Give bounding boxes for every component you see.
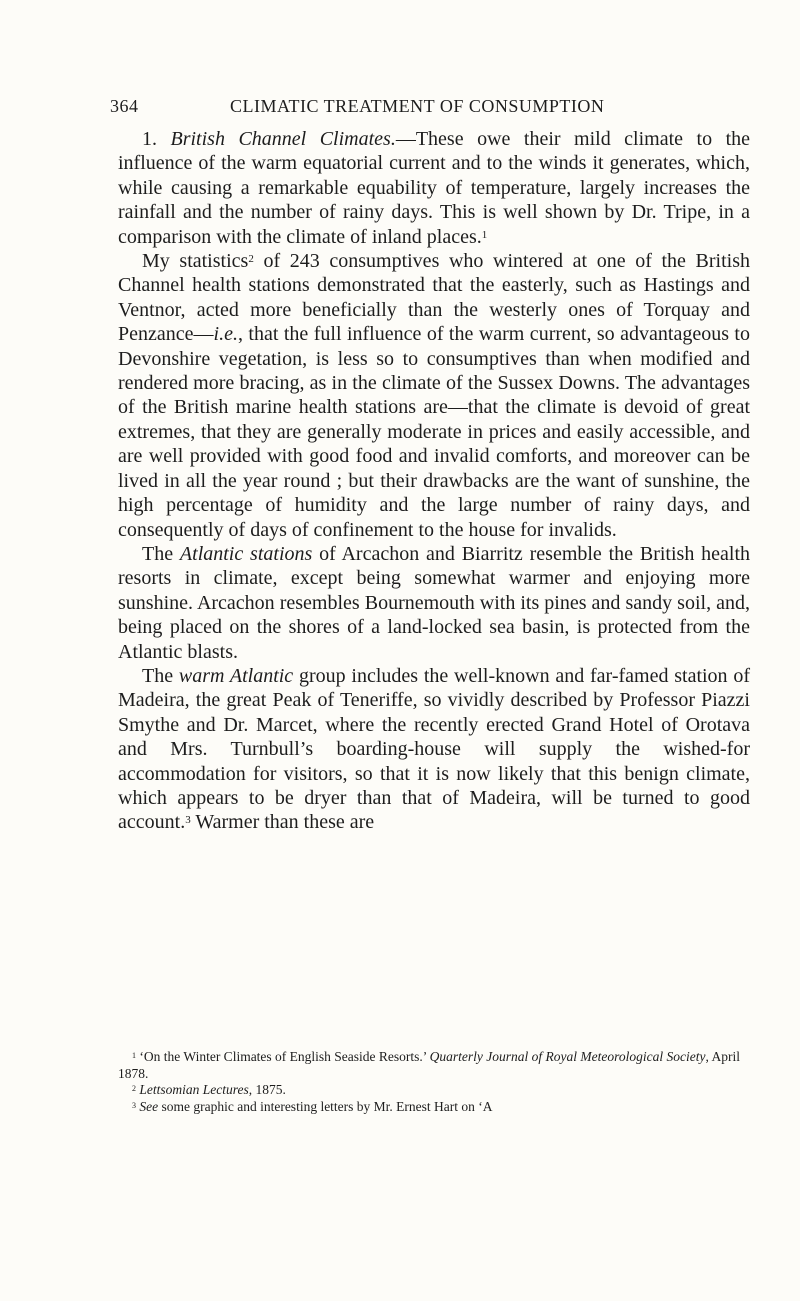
paragraph-text: My statistics	[142, 250, 249, 273]
italic-abbrev: i.e.	[213, 323, 238, 346]
paragraph-warm-atlantic	[118, 664, 750, 835]
paragraph-text: group includes the well-known and far-famed station of Madeira, the great Peak of Teneriffe, so vividly described by Professor Piazzi Smythe and Dr. Marcet, where the recently erected Grand Hotel of Orotava and Mrs. Turnbull’s boarding-house will supply the wished-for accommodation for visitors, so that it is now likely that this benign climate, which appears to be dryer than that of Madeira, will be turned to good account.	[118, 664, 751, 834]
paragraph-atlantic-stations	[118, 542, 750, 664]
footnote-text: some graphic and interesting letters by Mr. Ernest Hart on ‘A	[158, 1098, 493, 1114]
page-number: 364	[110, 96, 139, 116]
footnote-ref: 3	[185, 814, 191, 827]
running-title: CLIMATIC TREATMENT OF CONSUMPTION	[230, 96, 605, 116]
paragraph-british-channel	[118, 127, 750, 249]
section-number: 1.	[142, 128, 157, 150]
paragraph-text: —These owe their mild climate to the influence of the warm equatorial current and to the winds it generates, which, while causing a remarkable equability of temperature, largely increases the rainfall and the number of rainy days. This is well shown by Dr. Tripe, in a comparison with the climate of inland places.	[118, 128, 751, 248]
footnote-2	[118, 1082, 750, 1099]
paragraph-text: of Arcachon and Biarritz resemble the British health resorts in climate, except being somewhat warmer and enjoying more sunshine. Arcachon resembles Bournemouth with its pines and sandy soil, and, being placed on the shores of a land-locked sea basin, is protected from the Atlantic blasts.	[118, 542, 751, 663]
paragraph-text: The	[142, 542, 180, 565]
paragraph-text: Warmer than these are	[190, 811, 375, 834]
footnote-ref: 1	[481, 228, 488, 241]
footnote-ref: 2	[248, 253, 254, 266]
paragraph-text: of 243 consumptives who wintered at one of the British Channel health stations demonstrated that the easterly, such as Hastings and Ventnor, acted more beneficially than the westerly ones of Torquay and Penzance—	[118, 250, 751, 346]
italic-term: Atlantic stations	[179, 542, 313, 565]
footnote-mark: 1	[132, 1051, 136, 1060]
footnote-italic: Quarterly Journal of Royal Meteorological Society	[429, 1049, 706, 1064]
paragraph-text: The	[142, 664, 179, 687]
footnote-3	[118, 1099, 750, 1116]
footnote-text: , April 1878.	[118, 1049, 740, 1081]
paragraph-text: , that the full influence of the warm current, so advantageous to Devonshire vegetation, is less so to consumptives than when modified and rendered more bracing, as in the climate of the Sussex Downs. The advantages of the British marine health stations are—that the climate is devoid of great extremes, that they are generally moderate in prices and easily accessible, and are well provided with good food and invalid comforts, and moreover can be lived in all the year round ; but their drawbacks are the want of sunshine, the high percentage of humidity and the large number of rainy days, and consequently of days of confinement to the house for invalids.	[118, 323, 750, 541]
footnote-mark: 2	[132, 1084, 136, 1093]
footnote-text: ‘On the Winter Climates of English Seaside Resorts.’	[136, 1049, 430, 1064]
section-heading: British Channel Climates.	[170, 128, 396, 150]
footnote-mark: 3	[132, 1100, 136, 1110]
body-text	[118, 127, 750, 835]
footnote-italic: Lettsomian Lectures	[139, 1082, 249, 1097]
italic-term: warm Atlantic	[178, 664, 294, 687]
paragraph-statistics	[118, 249, 750, 542]
footnote-italic: See	[139, 1098, 159, 1114]
footnote-1	[118, 1049, 750, 1082]
footnotes	[118, 1049, 750, 1115]
footnote-text: , 1875.	[248, 1082, 286, 1097]
